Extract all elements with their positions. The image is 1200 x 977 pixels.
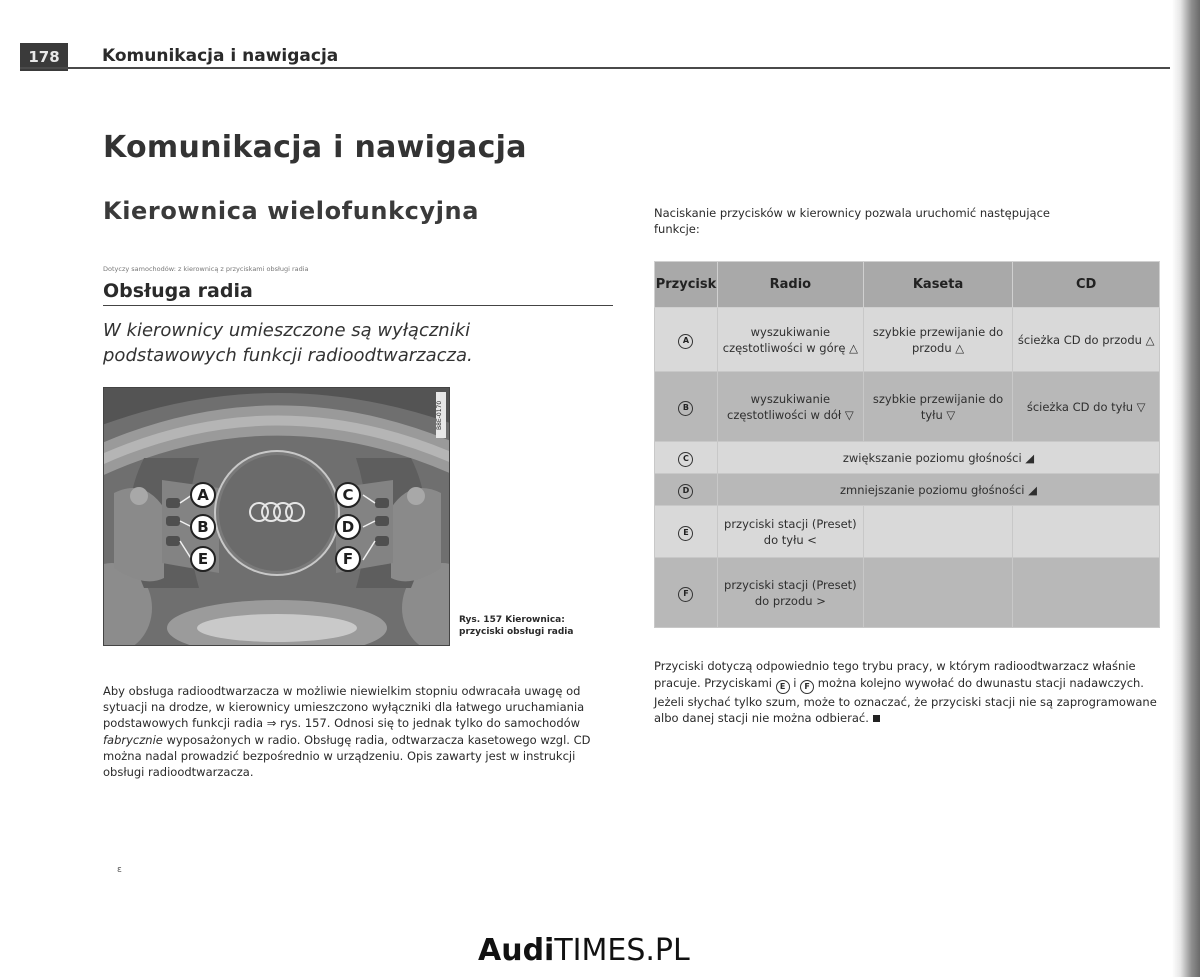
section-title: Kierownica wielofunkcyjna — [103, 197, 480, 225]
tape-cell — [863, 506, 1013, 558]
chapter-title: Komunikacja i nawigacja — [103, 130, 527, 165]
running-header-title: Komunikacja i nawigacja — [102, 46, 339, 66]
cd-cell: ścieżka CD do przodu △ — [1013, 308, 1160, 372]
button-a-callout: A — [190, 482, 216, 508]
body-paragraph-right — [654, 658, 1159, 727]
key-cell — [655, 474, 718, 506]
stray-mark: ε — [117, 865, 122, 875]
table-row — [655, 308, 1160, 372]
button-e-callout: E — [190, 546, 216, 572]
table-row — [655, 372, 1160, 442]
caption-text: przyciski obsługi radia — [459, 627, 574, 637]
button-b-callout: B — [190, 514, 216, 540]
body-right-part1: Przyciski dotyczą odpowiednio tego trybu pracy, w którym radioodtwarzacz właśnie pracuje. Przyciskami — [654, 659, 1136, 690]
header-button: Przycisk — [655, 262, 718, 308]
radio-cell: przyciski stacji (Preset) do przodu > — [717, 558, 863, 628]
key-cell — [655, 308, 718, 372]
subsection-title: Obsługa radia — [103, 280, 253, 302]
tape-cell: szybkie przewijanie do tyłu ▽ — [863, 372, 1013, 442]
tape-cell: szybkie przewijanie do przodu △ — [863, 308, 1013, 372]
table-row — [655, 442, 1160, 474]
body-left-part1: Aby obsługa radioodtwarzacza w możliwie niewielkim stopniu odwracała uwagę od sytuacji na drodze, w kierownicy umieszczono wyłączniki dla łatwego uruchamiania podstawowych funkcji radia ⇒ rys. 157. Odnosi się to jednak tylko do samochodów — [103, 684, 585, 731]
header-cd: CD — [1013, 262, 1160, 308]
radio-cell: przyciski stacji (Preset) do tyłu < — [717, 506, 863, 558]
end-of-section-mark — [873, 715, 880, 722]
key-c-symbol: C — [678, 452, 693, 467]
button-f-callout: F — [335, 546, 361, 572]
table-intro: Naciskanie przycisków w kierownicy pozwala uruchomić następujące funkcje: — [654, 206, 1050, 236]
caption-title: Kierownica: — [505, 615, 565, 625]
key-b-symbol: B — [678, 401, 693, 416]
applies-to-note: Dotyczy samochodów: z kierownicą z przyciskami obsługi radia — [103, 265, 309, 273]
key-a-symbol: A — [678, 334, 693, 349]
volume-up-cell: zwiększanie poziomu głośności ◢ — [717, 442, 1159, 474]
body-paragraph-left — [103, 683, 613, 780]
key-f-inline-symbol: F — [800, 680, 814, 694]
steering-wheel-figure — [103, 387, 450, 646]
header-tape: Kaseta — [863, 262, 1013, 308]
lead-paragraph: W kierownicy umieszczone są wyłączniki podstawowych funkcji radioodtwarzacza. — [103, 320, 473, 366]
tape-cell — [863, 558, 1013, 628]
key-cell — [655, 558, 718, 628]
figure-code: B8E-0170 — [436, 392, 446, 438]
header-radio: Radio — [717, 262, 863, 308]
cd-cell — [1013, 506, 1160, 558]
key-cell — [655, 372, 718, 442]
body-left-emphasis: fabrycznie — [103, 732, 163, 747]
radio-cell: wyszukiwanie częstotliwości w górę △ — [717, 308, 863, 372]
key-d-symbol: D — [678, 484, 693, 499]
key-cell — [655, 506, 718, 558]
table-row — [655, 506, 1160, 558]
site-watermark — [478, 933, 690, 968]
key-f-symbol: F — [678, 587, 693, 602]
table-row — [655, 558, 1160, 628]
body-right-part2: można kolejno wywołać do dwunastu stacji nadawczych. Jeżeli słychać tylko szum, może to oznaczać, że przyciski stacji nie są zaprogramowane albo danej stacji nie można odbierać. — [654, 675, 1157, 725]
key-cell — [655, 442, 718, 474]
figure-caption — [459, 614, 619, 638]
body-right-conjunction: i — [789, 675, 801, 690]
table-row — [655, 474, 1160, 506]
watermark-rest: TIMES.PL — [554, 933, 690, 968]
cd-cell — [1013, 558, 1160, 628]
button-d-callout: D — [335, 514, 361, 540]
key-e-inline-symbol: E — [776, 680, 790, 694]
page-edge-shadow — [1172, 0, 1200, 977]
page-number: 178 — [20, 43, 68, 71]
cd-cell: ścieżka CD do tyłu ▽ — [1013, 372, 1160, 442]
subsection-rule — [103, 305, 613, 306]
caption-number: Rys. 157 — [459, 615, 503, 625]
watermark-brand: Audi — [478, 933, 555, 968]
key-e-symbol: E — [678, 526, 693, 541]
steering-wheel-illustration — [104, 388, 450, 646]
header-rule — [20, 67, 1170, 69]
body-left-part2: wyposażonych w radio. Obsługę radia, odtwarzacza kasetowego wzgl. CD można nadal prowadzić bezpośrednio w urządzeniu. Opis zawarty jest w instrukcji obsługi radioodtwarzacza. — [103, 732, 591, 780]
table-header-row — [655, 262, 1160, 308]
button-c-callout: C — [335, 482, 361, 508]
radio-cell: wyszukiwanie częstotliwości w dół ▽ — [717, 372, 863, 442]
functions-table — [654, 261, 1160, 628]
volume-down-cell: zmniejszanie poziomu głośności ◢ — [717, 474, 1159, 506]
